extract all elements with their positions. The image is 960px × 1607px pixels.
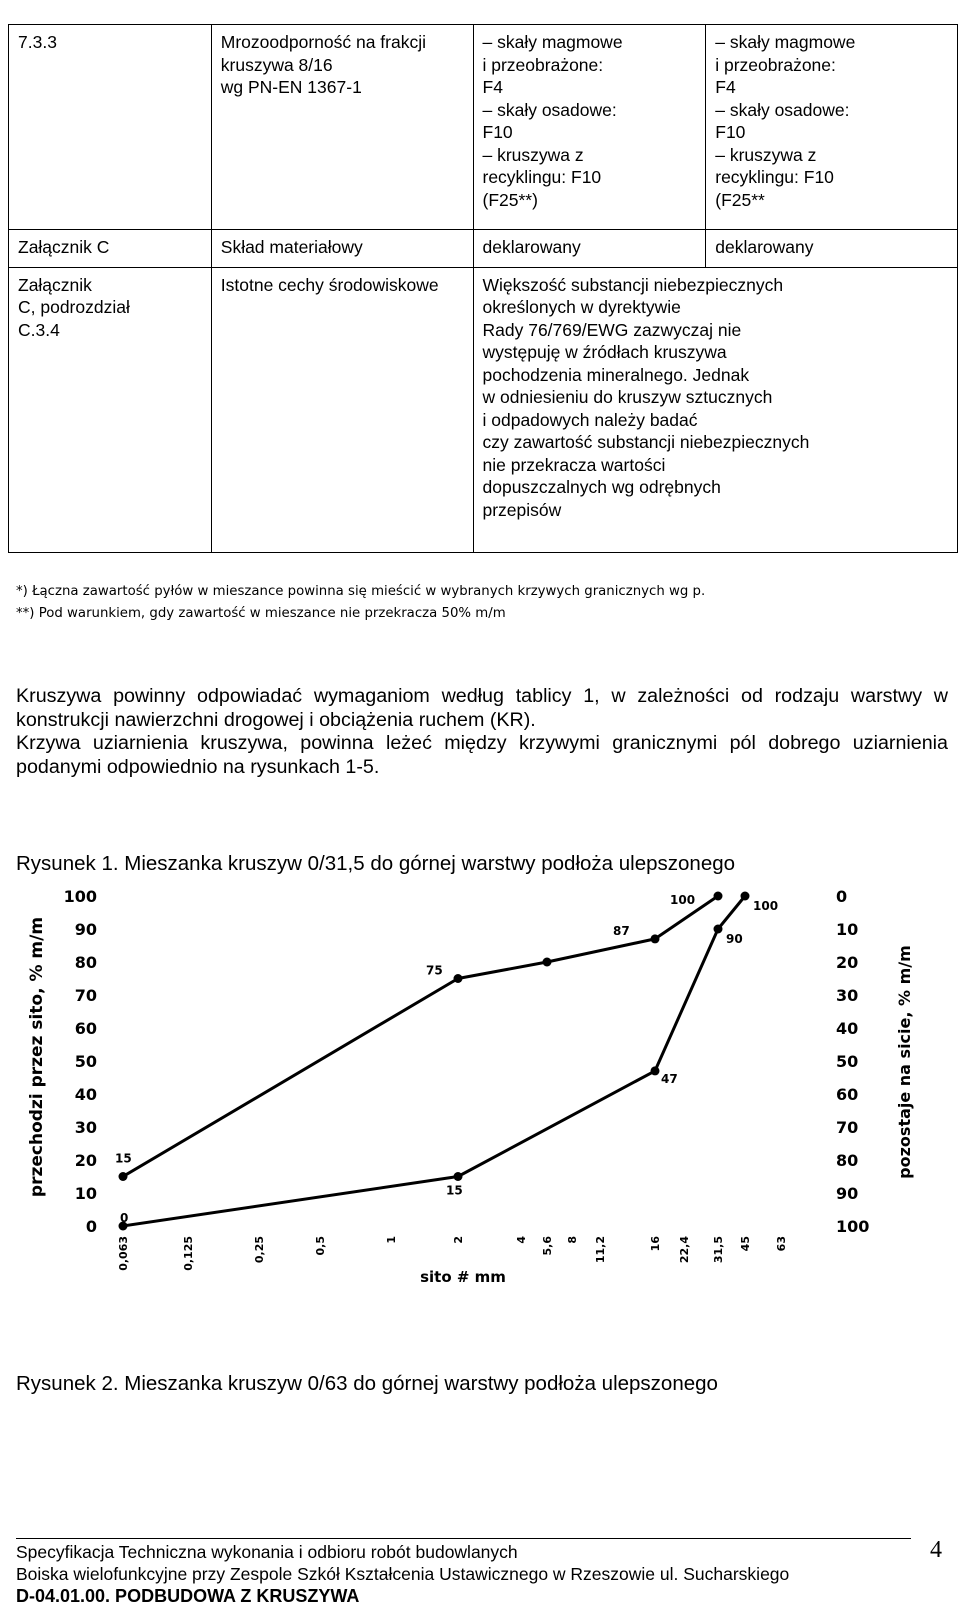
data-point <box>651 1066 660 1075</box>
data-point <box>119 1172 128 1181</box>
y2-tick-label: 60 <box>836 1085 859 1104</box>
data-label: 100 <box>670 893 696 907</box>
y2-tick-label: 30 <box>836 986 859 1005</box>
specification-table <box>8 24 958 553</box>
x-tick-label: 31,5 <box>712 1236 725 1264</box>
figure-caption: Rysunek 2. Mieszanka kruszyw 0/63 do górnej warstwy podłoża ulepszonego <box>16 1372 718 1395</box>
y-tick-label: 90 <box>74 920 97 939</box>
x-tick-label: 0,5 <box>314 1236 327 1256</box>
data-point <box>741 892 750 901</box>
footer-line: Boiska wielofunkcyjne przy Zespole Szkół Kształcenia Ustawicznego w Rzeszowie ul. Sucharskiego <box>16 1564 790 1584</box>
x-tick-label: 5,6 <box>541 1236 554 1256</box>
data-point <box>543 958 552 967</box>
y-tick-label: 80 <box>74 953 97 972</box>
y2-tick-label: 20 <box>836 953 859 972</box>
y2-tick-label: 80 <box>836 1151 859 1170</box>
paragraph: Kruszywa powinny odpowiadać wymaganiom według tablicy 1, w zależności od rodzaju warstwy w konstrukcji nawierzchni drogowej i obciążenia ruchem (KR). <box>16 685 948 731</box>
y-tick-label: 50 <box>74 1052 97 1071</box>
y2-tick-label: 40 <box>836 1019 859 1038</box>
table-cell: Skład materiałowy <box>211 230 473 268</box>
y-axis-label: przechodzi przez sito, % m/m <box>27 916 47 1198</box>
x-tick-label: 0,125 <box>182 1236 195 1271</box>
data-label: 0 <box>120 1211 129 1225</box>
y2-tick-label: 0 <box>836 887 848 906</box>
y2-tick-label: 50 <box>836 1052 859 1071</box>
y-tick-label: 0 <box>85 1217 97 1236</box>
data-label: 87 <box>613 923 630 938</box>
table-cell: Załącznik C <box>9 230 212 268</box>
series-line <box>123 896 745 1226</box>
x-tick-label: 4 <box>515 1236 528 1244</box>
data-label: 75 <box>426 963 443 978</box>
table-row <box>9 230 958 268</box>
y2-axis-label: pozostaje na sicie, % m/m <box>895 945 914 1179</box>
x-tick-label: 0,25 <box>253 1236 266 1264</box>
table-row <box>9 267 958 552</box>
figure-caption: Rysunek 1. Mieszanka kruszyw 0/31,5 do górnej warstwy podłoża ulepszonego <box>16 852 736 875</box>
grading-curve-chart <box>0 887 960 1330</box>
x-tick-label: 2 <box>452 1236 465 1244</box>
data-label: 100 <box>753 899 779 913</box>
table-cell: Większość substancji niebezpiecznych określonych w dyrektywie Rady 76/769/EWG zazwyczaj nie występuję w źródłach kruszywa pochodzenia mineralnego. Jednak w odniesieniu do kruszyw sztucznych i odpadowych należy badać czy zawartość substancji niebezpiecznych nie przekracza wartości dopuszczalnych wg odrębnych przepisów <box>473 267 958 552</box>
table-cell: – skały magmowe i przeobrażone: F4 – skały osadowe: F10 – kruszywa z recyklingu: F10 (F25**) <box>473 25 706 230</box>
table-cell: 7.3.3 <box>9 25 212 230</box>
y2-tick-label: 100 <box>836 1217 870 1236</box>
footer-code: D-04.01.00. PODBUDOWA Z KRUSZYWA <box>16 1586 360 1606</box>
footer-line: Specyfikacja Techniczna wykonania i odbioru robót budowlanych <box>16 1542 518 1562</box>
x-tick-label: 1 <box>385 1236 398 1244</box>
table-cell: Mrozoodporność na frakcji kruszywa 8/16 wg PN-EN 1367-1 <box>211 25 473 230</box>
data-point <box>454 974 463 983</box>
y-tick-label: 60 <box>74 1019 97 1038</box>
y-tick-label: 100 <box>63 887 97 906</box>
x-tick-label: 11,2 <box>594 1236 607 1264</box>
data-point <box>651 934 660 943</box>
y-tick-label: 30 <box>74 1118 97 1137</box>
x-axis-label: sito # mm <box>420 1268 506 1286</box>
y-tick-label: 70 <box>74 986 97 1005</box>
footnote: **) Pod warunkiem, gdy zawartość w mieszance nie przekracza 50% m/m <box>16 606 506 621</box>
page-footer <box>16 1538 911 1607</box>
data-label: 15 <box>446 1183 463 1198</box>
data-point <box>454 1172 463 1181</box>
table-cell: – skały magmowe i przeobrażone: F4 – skały osadowe: F10 – kruszywa z recyklingu: F10 (F25** <box>706 25 958 230</box>
series-line <box>123 896 718 1177</box>
y-tick-label: 10 <box>74 1184 97 1203</box>
x-tick-label: 22,4 <box>678 1236 691 1264</box>
footnote: *) Łączna zawartość pyłów w mieszance powinna się mieścić w wybranych krzywych granicznych wg p. <box>16 584 706 599</box>
table-cell: deklarowany <box>473 230 706 268</box>
footnotes <box>16 581 705 625</box>
x-tick-label: 63 <box>775 1236 788 1252</box>
x-tick-label: 8 <box>566 1236 579 1244</box>
y2-tick-label: 90 <box>836 1184 859 1203</box>
x-tick-label: 16 <box>649 1236 662 1252</box>
table-row <box>9 25 958 230</box>
paragraph: Krzywa uziarnienia kruszywa, powinna leżeć między krzywymi granicznymi pól dobrego uziarnienia podanymi odpowiednio na rysunkach 1-5. <box>16 732 948 778</box>
body-text <box>16 685 948 779</box>
y2-tick-label: 70 <box>836 1118 859 1137</box>
y-tick-label: 40 <box>74 1085 97 1104</box>
data-point <box>714 925 723 934</box>
table-cell: deklarowany <box>706 230 958 268</box>
x-tick-label: 0,063 <box>117 1236 130 1271</box>
page-number: 4 <box>930 1537 942 1563</box>
data-label: 47 <box>661 1071 678 1086</box>
data-label: 15 <box>115 1151 132 1166</box>
x-tick-label: 45 <box>739 1236 752 1252</box>
y-tick-label: 20 <box>74 1151 97 1170</box>
y2-tick-label: 10 <box>836 920 859 939</box>
table-cell: Załącznik C, podrozdział C.3.4 <box>9 267 212 552</box>
data-label: 90 <box>726 932 743 946</box>
data-point <box>714 892 723 901</box>
table-cell: Istotne cechy środowiskowe <box>211 267 473 552</box>
